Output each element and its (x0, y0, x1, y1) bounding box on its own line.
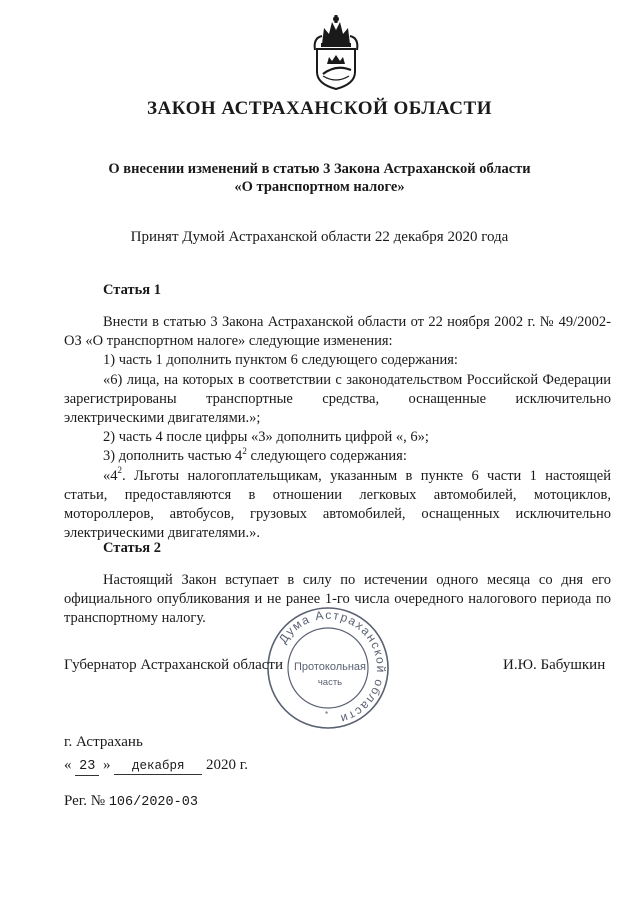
stamp-ring-text: Дума Астраханской области (275, 607, 389, 727)
paragraph-5-superscript: 2 (242, 445, 247, 456)
document-subtitle (0, 160, 639, 196)
stamp-center-line-2: часть (317, 677, 343, 688)
article-1-paragraph-4: 2) часть 4 после цифры «3» дополнить цифрой «, 6»; (103, 429, 429, 446)
paragraph-6-superscript: 2 (117, 464, 122, 475)
city: г. Астрахань (64, 734, 143, 750)
registration-line (64, 793, 198, 810)
article-2-heading: Статья 2 (103, 540, 161, 556)
coat-of-arms-emblem (305, 14, 367, 90)
article-1-paragraph-6 (64, 464, 611, 544)
article-2-paragraph-1: Настоящий Закон вступает в силу по истечении одного месяца со дня его официального опубликования и не ранее 1-го числа очередного налогового периода по транспортному налогу. (64, 572, 611, 627)
date-month: декабря (114, 758, 202, 775)
article-1-heading: Статья 1 (103, 282, 161, 298)
paragraph-5-text-end: следующего содержания: (246, 448, 407, 465)
article-1-paragraph-3: «6) лица, на которых в соответствии с законодательством Российской Федерации зарегистрированы транспортные средства, оснащенные исключительно электрическими двигателями.»; (64, 371, 611, 427)
subtitle-line-2: «О транспортном налоге» (234, 179, 405, 195)
date-line (64, 757, 248, 776)
document-title: ЗАКОН АСТРАХАНСКОЙ ОБЛАСТИ (147, 98, 492, 119)
article-1-body (64, 313, 611, 543)
signatory-name: И.Ю. Бабушкин (503, 657, 606, 673)
registration-label: Рег. № (64, 793, 106, 809)
stamp-center-text (290, 660, 370, 690)
date-day: 23 (75, 759, 99, 776)
date-quote-close: » (103, 757, 111, 773)
article-1-paragraph-2: 1) часть 1 дополнить пунктом 6 следующего содержания: (103, 352, 458, 369)
paragraph-6-text: . Льготы налогоплательщикам, указанным в пункте 6 части 1 настоящей статьи, предоставляются в отношении легковых автомобилей, мотоциклов, мотороллеров, автобусов, грузовых автомобилей, оснащенных исключительно электрическими двигателями.». (64, 467, 611, 542)
article-1-paragraph-1: Внести в статью 3 Закона Астраханской области от 22 ноября 2002 г. № 49/2002-ОЗ «О транспортном налоге» следующие изменения: (64, 314, 611, 350)
registration-number: 106/2020-03 (108, 795, 198, 810)
signature-position: Губернатор Астраханской области (64, 657, 284, 673)
date-quote-open: « (64, 757, 72, 773)
paragraph-5-text: 3) дополнить частью 4 (103, 448, 243, 465)
adoption-line: Принят Думой Астраханской области 22 декабря 2020 года (130, 229, 509, 245)
date-year: 2020 г. (206, 757, 248, 773)
article-1-paragraph-5 (64, 447, 611, 466)
paragraph-6-number: «4 (103, 467, 118, 484)
subtitle-line-1: О внесении изменений в статью 3 Закона Астраханской области (108, 161, 531, 177)
svg-text:*: * (325, 710, 329, 719)
stamp-center-line-1: Протокольная (293, 661, 367, 673)
